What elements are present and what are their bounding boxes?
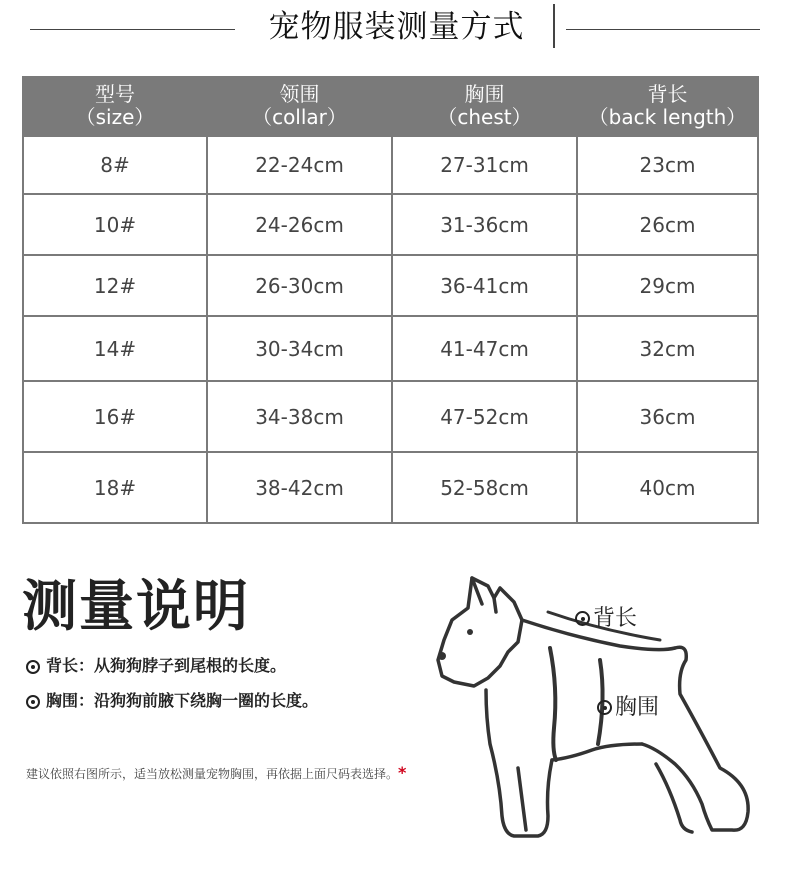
cell-back-length: 26cm	[577, 194, 758, 255]
table-row	[23, 255, 758, 316]
header-vertical-bar	[553, 4, 555, 48]
cell-collar: 22-24cm	[207, 136, 392, 194]
target-icon	[575, 611, 590, 626]
label-back-length	[575, 601, 637, 632]
dog-hind-leg-path	[642, 647, 748, 830]
dog-nose	[438, 652, 446, 660]
cell-chest: 52-58cm	[392, 452, 577, 523]
cell-collar: 34-38cm	[207, 381, 392, 452]
header-divider-left	[30, 29, 235, 30]
cell-collar: 30-34cm	[207, 316, 392, 381]
note-chest	[26, 690, 318, 712]
cell-size: 8#	[23, 136, 207, 194]
column-header-collar-cn: 领围	[279, 81, 320, 106]
cell-back-length: 23cm	[577, 136, 758, 194]
column-header-size-cn: 型号	[95, 81, 135, 106]
column-header-collar-en: （collar）	[252, 104, 347, 129]
label-chest-text: 胸围	[615, 695, 660, 720]
label-back-length-text: 背长	[593, 606, 638, 631]
table-row	[23, 452, 758, 523]
page-title: 宠物服装测量方式	[268, 9, 525, 45]
cell-back-length: 29cm	[577, 255, 758, 316]
cell-chest: 27-31cm	[392, 136, 577, 194]
dog-eye	[467, 629, 473, 635]
table-header-row	[23, 76, 758, 136]
cell-size: 12#	[23, 255, 207, 316]
table-row	[23, 381, 758, 452]
measurement-hint	[26, 763, 406, 782]
notes-title: 测量说明	[22, 574, 251, 638]
column-header-chest-en: （chest）	[437, 104, 532, 129]
cell-chest: 31-36cm	[392, 194, 577, 255]
cell-collar: 26-30cm	[207, 255, 392, 316]
column-header-back-length-en: （back length）	[588, 104, 747, 129]
cell-chest: 47-52cm	[392, 381, 577, 452]
target-icon	[597, 700, 612, 715]
cell-back-length: 36cm	[577, 381, 758, 452]
note-back-length-text: 背长：从狗狗脖子到尾根的长度。	[46, 656, 287, 675]
size-table	[22, 76, 759, 524]
note-chest-text: 胸围：沿狗狗前腋下绕胸一圈的长度。	[46, 691, 319, 710]
column-header-back-length	[577, 76, 758, 136]
dog-front-leg-path	[486, 690, 552, 836]
cell-chest: 36-41cm	[392, 255, 577, 316]
target-icon	[26, 695, 40, 709]
header-divider-right	[566, 29, 760, 30]
column-header-chest-cn: 胸围	[464, 81, 505, 106]
column-header-back-length-cn: 背长	[647, 81, 688, 106]
cell-back-length: 40cm	[577, 452, 758, 523]
column-header-size-en: （size）	[75, 104, 155, 129]
cell-size: 10#	[23, 194, 207, 255]
measurement-hint-text: 建议依照右图所示，适当放松测量宠物胸围，再依据上面尺码表选择。	[26, 767, 399, 781]
asterisk-mark: *	[398, 763, 407, 782]
note-back-length	[26, 655, 286, 677]
page-header	[0, 0, 790, 60]
label-chest	[597, 690, 659, 721]
cell-collar: 38-42cm	[207, 452, 392, 523]
column-header-size	[23, 76, 207, 136]
cell-collar: 24-26cm	[207, 194, 392, 255]
cell-size: 16#	[23, 381, 207, 452]
table-row	[23, 136, 758, 194]
cell-size: 18#	[23, 452, 207, 523]
table-row	[23, 194, 758, 255]
cell-back-length: 32cm	[577, 316, 758, 381]
cell-size: 14#	[23, 316, 207, 381]
column-header-collar	[207, 76, 392, 136]
table-row	[23, 316, 758, 381]
target-icon	[26, 660, 40, 674]
cell-chest: 41-47cm	[392, 316, 577, 381]
dog-belly-path	[552, 744, 642, 760]
column-header-chest	[392, 76, 577, 136]
